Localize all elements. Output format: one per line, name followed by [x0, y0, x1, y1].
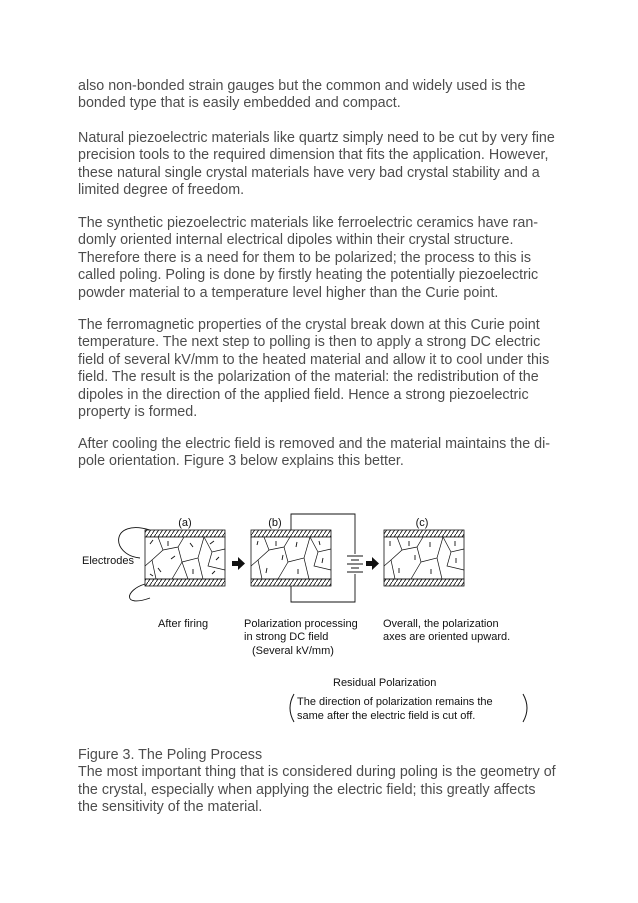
text-line: these natural single crystal materials have very bad crystal stability and a [78, 164, 540, 181]
text-line: limited degree of freedom. [78, 182, 245, 199]
text-line: domly oriented internal electrical dipoles within their crystal structure. [78, 232, 514, 249]
text-line: called poling. Poling is done by firstly heating the potentially piezoelectric [78, 267, 539, 284]
text-line: property is formed. [78, 404, 198, 421]
text-line: field of several kV/mm to the heated material and allow it to cool under this [78, 351, 550, 368]
top-electrode [251, 530, 331, 537]
residual-text-line-1: The direction of polarization remains the [297, 696, 493, 708]
text-line: also non-bonded strain gauges but the common and widely used is the [78, 78, 526, 94]
bottom-electrode [251, 579, 331, 586]
battery-icon [347, 556, 363, 572]
figure-caption-block [78, 747, 564, 817]
text-line: pole orientation. Figure 3 below explains this better. [78, 453, 404, 470]
panel-label-b: (b) [268, 517, 282, 529]
text-line: Natural piezoelectric materials like quartz simply need to be cut by very fine [78, 130, 555, 146]
right-paren [523, 694, 527, 722]
bottom-electrode [384, 579, 464, 586]
crystal-panel-c [384, 530, 464, 586]
caption-b-line-1: Polarization processing [244, 618, 358, 630]
text-line: The ferromagnetic properties of the crystal break down at this Curie point [78, 317, 540, 333]
text-line: Therefore there is a need for them to be polarized; the process to this is [78, 249, 531, 266]
text-line: dipoles in the direction of the applied field. Hence a strong piezoelectric [78, 386, 529, 403]
caption-b-line-2: in strong DC field [244, 631, 329, 643]
residual-polarization-title: Residual Polarization [333, 677, 437, 689]
text-line: the sensitivity of the material. [78, 799, 263, 816]
crystal-panel-b [251, 530, 331, 586]
electrodes-label: Electrodes [82, 555, 134, 567]
crystal-panel-a [145, 530, 225, 586]
text-line: After cooling the electric field is removed and the material maintains the di- [78, 436, 551, 452]
top-electrode [384, 530, 464, 537]
left-paren [290, 694, 294, 722]
top-electrode [145, 530, 225, 537]
caption-c-line-1: Overall, the polarization [383, 618, 499, 630]
residual-text-line-2: same after the electric field is cut off. [297, 710, 476, 722]
figure-caption: Figure 3. The Poling Process [78, 747, 263, 763]
ceramic-body [384, 537, 464, 579]
panel-label-c: (c) [415, 517, 429, 529]
text-line: bonded type that is easily embedded and compact. [78, 95, 401, 112]
panel-label-a: (a) [178, 517, 192, 529]
caption-b-line-3: (Several kV/mm) [252, 645, 334, 657]
bottom-electrode [145, 579, 225, 586]
text-line: precision tools to the required dimension that fits the application. However, [78, 147, 549, 164]
text-line: The synthetic piezoelectric materials like ferroelectric ceramics have ran- [78, 215, 539, 231]
text-line: powder material to a temperature level higher than the Curie point. [78, 284, 499, 301]
arrow-icon [366, 557, 379, 570]
text-line: field. The result is the polarization of the material: the redistribution of the [78, 369, 539, 386]
caption-after-firing: After firing [158, 618, 209, 630]
text-line: temperature. The next step to polling is then to apply a strong DC electric [78, 334, 541, 351]
caption-c-line-2: axes are oriented upward. [383, 631, 511, 643]
text-line: The most important thing that is considered during poling is the geometry of [78, 764, 556, 781]
ceramic-body [251, 537, 331, 579]
electrode-pointer-bottom [129, 584, 150, 601]
text-line: the crystal, especially when applying the electric field; this greatly affects [78, 781, 536, 798]
arrow-icon [232, 557, 245, 570]
